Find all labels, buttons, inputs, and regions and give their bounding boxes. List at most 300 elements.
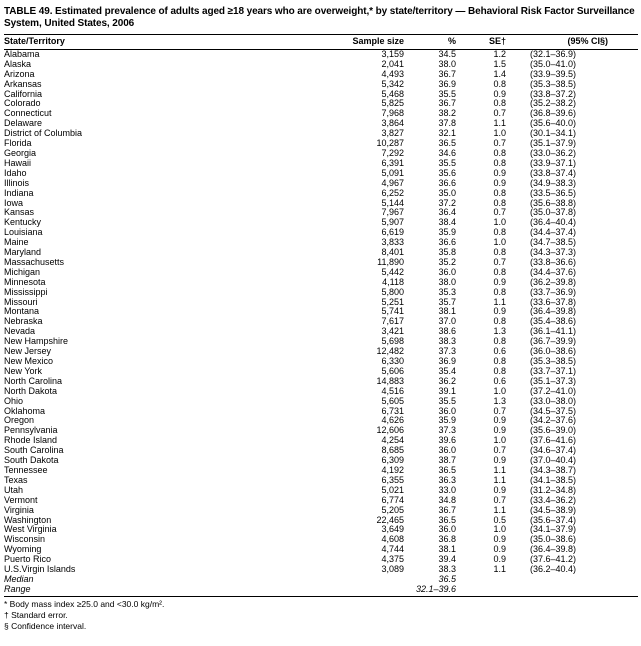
cell-sample: 6,330 (381, 357, 404, 366)
cell-se: 0.7 (493, 446, 506, 456)
cell-state: Massachusetts (4, 257, 65, 267)
cell-pct: 35.9 (438, 416, 456, 426)
table-row (4, 60, 638, 70)
table-row (4, 347, 638, 357)
cell-ci: (35.0–41.0) (529, 59, 576, 69)
cell-ci: (33.5–36.5) (529, 188, 576, 198)
cell-ci: (35.2–38.2) (529, 99, 576, 109)
cell-sample: 3,159 (381, 49, 404, 59)
cell-sample: 3,827 (381, 129, 404, 139)
table-row (4, 228, 638, 238)
table-row (4, 307, 638, 317)
cell-pct: 39.6 (438, 436, 456, 446)
cell-se: 0.7 (493, 139, 506, 149)
cell-pct: 34.6 (438, 148, 456, 158)
cell-se: 0.8 (493, 366, 506, 376)
cell-sample: 5,605 (381, 396, 404, 406)
table-row (4, 288, 638, 298)
cell-pct: 35.5 (438, 158, 456, 168)
cell-sample: 4,192 (381, 465, 404, 475)
cell-se: 0.8 (493, 188, 506, 198)
cell-se: 1.1 (493, 475, 506, 485)
cell-pct: 36.0 (438, 446, 456, 456)
cell-ci: (33.8–37.4) (529, 168, 576, 178)
cell-pct: 37.8 (438, 119, 456, 129)
table-row (4, 298, 638, 308)
cell-pct: 38.3 (438, 337, 456, 347)
cell-state: Tennessee (4, 465, 48, 475)
prevalence-table (4, 34, 638, 597)
cell-ci: (33.8–37.2) (529, 89, 576, 99)
cell-pct: 38.0 (438, 59, 456, 69)
cell-sample: 7,617 (381, 317, 404, 327)
table-row (4, 555, 638, 565)
col-header-percent: % (404, 35, 456, 50)
cell-se: 0.9 (493, 545, 506, 555)
cell-pct: 36.5 (438, 139, 456, 149)
cell-sample: 4,516 (381, 386, 404, 396)
table-row (4, 317, 638, 327)
cell-sample: 5,825 (381, 99, 404, 109)
cell-ci: (33.0–36.2) (529, 148, 576, 158)
cell-pct: 35.5 (438, 396, 456, 406)
cell-sample: 5,205 (381, 505, 404, 515)
table-row (4, 337, 638, 347)
table-row (4, 129, 638, 139)
cell-ci: (35.6–38.8) (529, 198, 576, 208)
cell-state: Texas (4, 475, 28, 485)
cell-state: Maryland (4, 248, 42, 258)
cell-ci: (33.9–37.1) (529, 158, 576, 168)
cell-pct: 36.9 (438, 79, 456, 89)
cell-state: Median (4, 574, 34, 584)
cell-ci: (35.1–37.3) (529, 376, 576, 386)
table-row (4, 258, 638, 268)
cell-ci: (35.3–38.5) (529, 79, 576, 89)
cell-sample: 8,401 (381, 248, 404, 258)
cell-pct: 36.6 (438, 178, 456, 188)
cell-sample: 10,287 (376, 139, 404, 149)
cell-pct: 32.1 (438, 129, 456, 139)
table-row (4, 525, 638, 535)
cell-ci: (37.2–41.0) (529, 386, 576, 396)
cell-se: 0.9 (493, 416, 506, 426)
cell-se: 1.4 (493, 69, 506, 79)
cell-se: 0.5 (493, 515, 506, 525)
cell-state: South Dakota (4, 456, 59, 466)
cell-se: 0.7 (493, 109, 506, 119)
cell-state: Indiana (4, 188, 34, 198)
cell-se: 0.8 (493, 99, 506, 109)
table-row (4, 208, 638, 218)
cell-se: 0.8 (493, 267, 506, 277)
table-row (4, 367, 638, 377)
cell-state: New York (4, 366, 43, 376)
table-row (4, 476, 638, 486)
table-row (4, 189, 638, 199)
cell-ci: (33.6–37.8) (529, 297, 576, 307)
cell-se: 0.9 (493, 485, 506, 495)
table-row (4, 575, 638, 585)
cell-pct: 36.0 (438, 267, 456, 277)
cell-ci: (35.0–38.6) (529, 535, 576, 545)
table-row (4, 70, 638, 80)
cell-ci: (34.1–38.5) (529, 475, 576, 485)
cell-ci (506, 585, 638, 596)
cell-sample: 7,968 (381, 109, 404, 119)
cell-pct: 34.5 (438, 49, 456, 59)
cell-state: New Mexico (4, 357, 54, 366)
cell-state: Minnesota (4, 277, 46, 287)
cell-pct: 35.7 (438, 297, 456, 307)
cell-sample: 3,089 (381, 565, 404, 575)
table-row (4, 486, 638, 496)
cell-pct: 36.5 (438, 574, 456, 584)
cell-sample: 12,482 (376, 347, 404, 357)
cell-sample: 4,254 (381, 436, 404, 446)
table-row (4, 387, 638, 397)
cell-ci: (34.9–38.3) (529, 178, 576, 188)
cell-ci: (34.3–38.7) (529, 465, 576, 475)
cell-sample: 6,252 (381, 188, 404, 198)
cell-pct: 38.0 (438, 277, 456, 287)
cell-state: Utah (4, 485, 24, 495)
cell-state: Nevada (4, 327, 36, 337)
table-body (4, 49, 638, 596)
cell-ci: (35.4–38.6) (529, 317, 576, 327)
cell-sample: 5,800 (381, 287, 404, 297)
cell-se: 0.9 (493, 456, 506, 466)
cell-se: 1.0 (493, 238, 506, 248)
cell-state: Ohio (4, 396, 24, 406)
cell-pct: 38.4 (438, 218, 456, 228)
cell-sample: 6,309 (381, 456, 404, 466)
cell-sample: 5,698 (381, 337, 404, 347)
cell-ci: (35.6–40.0) (529, 119, 576, 129)
table-row (4, 436, 638, 446)
cell-ci: (35.0–37.8) (529, 208, 576, 218)
cell-se: 0.6 (493, 347, 506, 357)
cell-ci: (35.6–37.4) (529, 515, 576, 525)
cell-pct: 37.0 (438, 317, 456, 327)
cell-pct: 36.7 (438, 69, 456, 79)
table-row (4, 278, 638, 288)
cell-sample: 22,465 (376, 515, 404, 525)
cell-sample: 7,967 (381, 208, 404, 218)
cell-se: 1.0 (493, 218, 506, 228)
cell-se: 1.0 (493, 129, 506, 139)
table-row (4, 516, 638, 526)
cell-se: 1.1 (493, 119, 506, 129)
cell-state: Montana (4, 307, 40, 317)
cell-sample: 3,649 (381, 525, 404, 535)
cell-se: 0.8 (493, 317, 506, 327)
cell-pct: 36.5 (438, 515, 456, 525)
cell-state: Connecticut (4, 109, 52, 119)
table-row (4, 139, 638, 149)
cell-se: 0.8 (493, 357, 506, 366)
cell-ci: (34.2–37.6) (529, 416, 576, 426)
cell-ci: (32.1–36.9) (529, 49, 576, 59)
cell-se: 0.8 (493, 158, 506, 168)
cell-ci (506, 575, 638, 585)
cell-state: New Hampshire (4, 337, 69, 347)
cell-pct: 35.6 (438, 168, 456, 178)
cell-state: Pennsylvania (4, 426, 58, 436)
cell-state: Missouri (4, 297, 38, 307)
table-row (4, 446, 638, 456)
cell-ci: (34.7–38.5) (529, 238, 576, 248)
cell-state: Oklahoma (4, 406, 46, 416)
cell-pct: 33.0 (438, 485, 456, 495)
cell-pct: 35.3 (438, 287, 456, 297)
table-row (4, 506, 638, 516)
cell-state: Puerto Rico (4, 555, 52, 565)
cell-state: Colorado (4, 99, 41, 109)
cell-se: 0.7 (493, 495, 506, 505)
cell-ci: (34.4–37.4) (529, 228, 576, 238)
cell-ci: (33.7–37.1) (529, 366, 576, 376)
table-row (4, 397, 638, 407)
cell-pct: 38.7 (438, 456, 456, 466)
cell-se: 0.7 (493, 257, 506, 267)
table-row (4, 80, 638, 90)
cell-state: Mississippi (4, 287, 48, 297)
cell-sample: 6,355 (381, 475, 404, 485)
cell-state: New Jersey (4, 347, 52, 357)
cell-state: Virginia (4, 505, 34, 515)
table-row (4, 109, 638, 119)
cell-se: 0.9 (493, 307, 506, 317)
table-row (4, 268, 638, 278)
cell-se (456, 575, 506, 585)
cell-sample: 6,731 (381, 406, 404, 416)
cell-pct: 35.4 (438, 366, 456, 376)
cell-se: 1.0 (493, 386, 506, 396)
cell-state: North Carolina (4, 376, 63, 386)
cell-se: 0.7 (493, 208, 506, 218)
cell-se (456, 585, 506, 596)
header-row (4, 35, 638, 50)
cell-ci: (37.6–41.6) (529, 436, 576, 446)
cell-pct: 36.8 (438, 535, 456, 545)
cell-state: Iowa (4, 198, 24, 208)
cell-se: 0.9 (493, 277, 506, 287)
footnote-bmi: * Body mass index ≥25.0 and <30.0 kg/m². (4, 598, 165, 609)
cell-pct: 35.9 (438, 228, 456, 238)
cell-ci: (33.9–39.5) (529, 69, 576, 79)
cell-sample (324, 585, 404, 596)
cell-sample: 8,685 (381, 446, 404, 456)
cell-state: Arizona (4, 69, 35, 79)
cell-state: Florida (4, 139, 32, 149)
cell-se: 1.3 (493, 327, 506, 337)
cell-ci: (36.2–40.4) (529, 565, 576, 575)
cell-se: 0.9 (493, 426, 506, 436)
cell-state: Georgia (4, 148, 37, 158)
cell-sample: 5,442 (381, 267, 404, 277)
cell-ci: (34.6–37.4) (529, 446, 576, 456)
cell-se: 0.8 (493, 79, 506, 89)
cell-ci: (34.5–37.5) (529, 406, 576, 416)
cell-state: Nebraska (4, 317, 43, 327)
cell-pct: 39.4 (438, 555, 456, 565)
cell-sample: 5,144 (381, 198, 404, 208)
cell-se: 1.1 (493, 505, 506, 515)
cell-sample: 6,619 (381, 228, 404, 238)
cell-state: Wisconsin (4, 535, 46, 545)
cell-state: Illinois (4, 178, 30, 188)
cell-state: Wyoming (4, 545, 42, 555)
col-header-state: State/Territory (4, 35, 324, 50)
table-row (4, 456, 638, 466)
cell-se: 1.2 (493, 49, 506, 59)
cell-state: Hawaii (4, 158, 32, 168)
cell-sample: 7,292 (381, 148, 404, 158)
cell-sample: 3,421 (381, 327, 404, 337)
cell-ci: (37.0–40.4) (529, 456, 576, 466)
cell-pct: 35.0 (438, 188, 456, 198)
cell-ci: (35.3–38.5) (529, 357, 576, 366)
cell-ci: (35.1–37.9) (529, 139, 576, 149)
cell-pct: 36.6 (438, 238, 456, 248)
cell-sample: 5,606 (381, 366, 404, 376)
footnote-standard-error: † Standard error. (4, 609, 68, 620)
cell-ci: (33.7–36.9) (529, 287, 576, 297)
cell-state: Washington (4, 515, 52, 525)
table-row (4, 90, 638, 100)
cell-ci: (36.2–39.8) (529, 277, 576, 287)
col-header-se: SE† (456, 35, 506, 50)
col-header-ci: (95% CI§) (506, 35, 638, 50)
cell-sample: 4,118 (382, 277, 404, 287)
cell-sample: 5,342 (381, 79, 404, 89)
cell-state: Arkansas (4, 79, 42, 89)
cell-sample: 3,864 (381, 119, 404, 129)
cell-ci: (36.7–39.9) (529, 337, 576, 347)
cell-ci: (36.8–39.6) (529, 109, 576, 119)
cell-state: Range (4, 585, 324, 596)
cell-sample: 12,606 (376, 426, 404, 436)
cell-ci: (34.3–37.3) (529, 248, 576, 258)
cell-sample: 4,493 (381, 69, 404, 79)
cell-sample: 11,890 (377, 257, 404, 267)
cell-sample: 4,608 (381, 535, 404, 545)
cell-ci: (33.4–36.2) (529, 495, 576, 505)
table-row (4, 585, 638, 596)
table-row (4, 466, 638, 476)
cell-se: 1.3 (493, 396, 506, 406)
cell-se: 0.8 (493, 148, 506, 158)
table-row (4, 565, 638, 575)
cell-state: Maine (4, 238, 29, 248)
cell-pct: 35.2 (438, 257, 456, 267)
cell-pct: 36.9 (438, 357, 456, 366)
cell-se: 0.8 (493, 287, 506, 297)
table-row (4, 416, 638, 426)
cell-sample: 5,741 (381, 307, 404, 317)
cell-pct: 32.1–39.6 (404, 585, 456, 596)
cell-sample: 14,883 (376, 376, 404, 386)
cell-pct: 36.4 (438, 208, 456, 218)
table-row (4, 248, 638, 258)
table-row (4, 99, 638, 109)
cell-ci: (35.6–39.0) (529, 426, 576, 436)
table-row (4, 159, 638, 169)
cell-state: North Dakota (4, 386, 58, 396)
cell-ci: (34.4–37.6) (529, 267, 576, 277)
cell-sample: 5,021 (381, 485, 404, 495)
cell-state: Alaska (4, 59, 32, 69)
cell-se: 0.9 (493, 178, 506, 188)
table-row (4, 238, 638, 248)
cell-ci: (34.5–38.9) (529, 505, 576, 515)
cell-se: 0.9 (493, 168, 506, 178)
cell-state: District of Columbia (4, 129, 83, 139)
cell-se: 0.8 (493, 337, 506, 347)
cell-state: Michigan (4, 267, 41, 277)
footnote-confidence-interval: § Confidence interval. (4, 620, 87, 631)
cell-se: 0.9 (493, 89, 506, 99)
cell-pct: 38.1 (438, 307, 456, 317)
cell-ci: (36.1–41.1) (529, 327, 576, 337)
cell-ci: (36.4–39.8) (529, 545, 576, 555)
cell-se: 0.9 (493, 555, 506, 565)
cell-ci: (34.1–37.9) (529, 525, 576, 535)
cell-se: 0.8 (493, 198, 506, 208)
cell-se: 1.1 (493, 465, 506, 475)
table-row (4, 169, 638, 179)
cell-state: South Carolina (4, 446, 64, 456)
cell-pct: 36.7 (438, 505, 456, 515)
cell-pct: 36.5 (438, 465, 456, 475)
cell-state: West Virginia (4, 525, 57, 535)
table-row (4, 179, 638, 189)
cell-se: 0.9 (493, 535, 506, 545)
cell-pct: 38.2 (438, 109, 456, 119)
table-row (4, 149, 638, 159)
cell-pct: 38.6 (438, 327, 456, 337)
cell-state: Alabama (4, 49, 40, 59)
cell-pct: 37.3 (438, 347, 456, 357)
cell-pct: 35.8 (438, 248, 456, 258)
cell-state: California (4, 89, 43, 99)
table-title: TABLE 49. Estimated prevalence of adults aged ≥18 years who are overweight,* by state/territory — Behavioral Risk Factor Surveillance System, United States, 2006 (4, 6, 635, 29)
cell-pct: 36.7 (438, 99, 456, 109)
table-row (4, 377, 638, 387)
cell-state: Kansas (4, 208, 35, 218)
cell-state: Oregon (4, 416, 35, 426)
cell-state: Idaho (4, 168, 27, 178)
cell-state: Delaware (4, 119, 43, 129)
cell-ci: (31.2–34.8) (529, 485, 576, 495)
cell-ci: (36.4–40.4) (529, 218, 576, 228)
cell-se: 1.1 (493, 565, 506, 575)
cell-se: 1.0 (493, 525, 506, 535)
table-row (4, 357, 638, 367)
cell-se: 0.7 (493, 406, 506, 416)
cell-pct: 37.2 (438, 198, 456, 208)
cell-state: Rhode Island (4, 436, 58, 446)
cell-se: 1.1 (493, 297, 506, 307)
cell-se: 0.6 (493, 376, 506, 386)
table-row (4, 535, 638, 545)
cell-sample: 4,967 (381, 178, 404, 188)
cell-state: Louisiana (4, 228, 43, 238)
cell-ci: (37.6–41.2) (529, 555, 576, 565)
cell-se: 1.0 (493, 436, 506, 446)
cell-pct: 38.3 (438, 565, 456, 575)
